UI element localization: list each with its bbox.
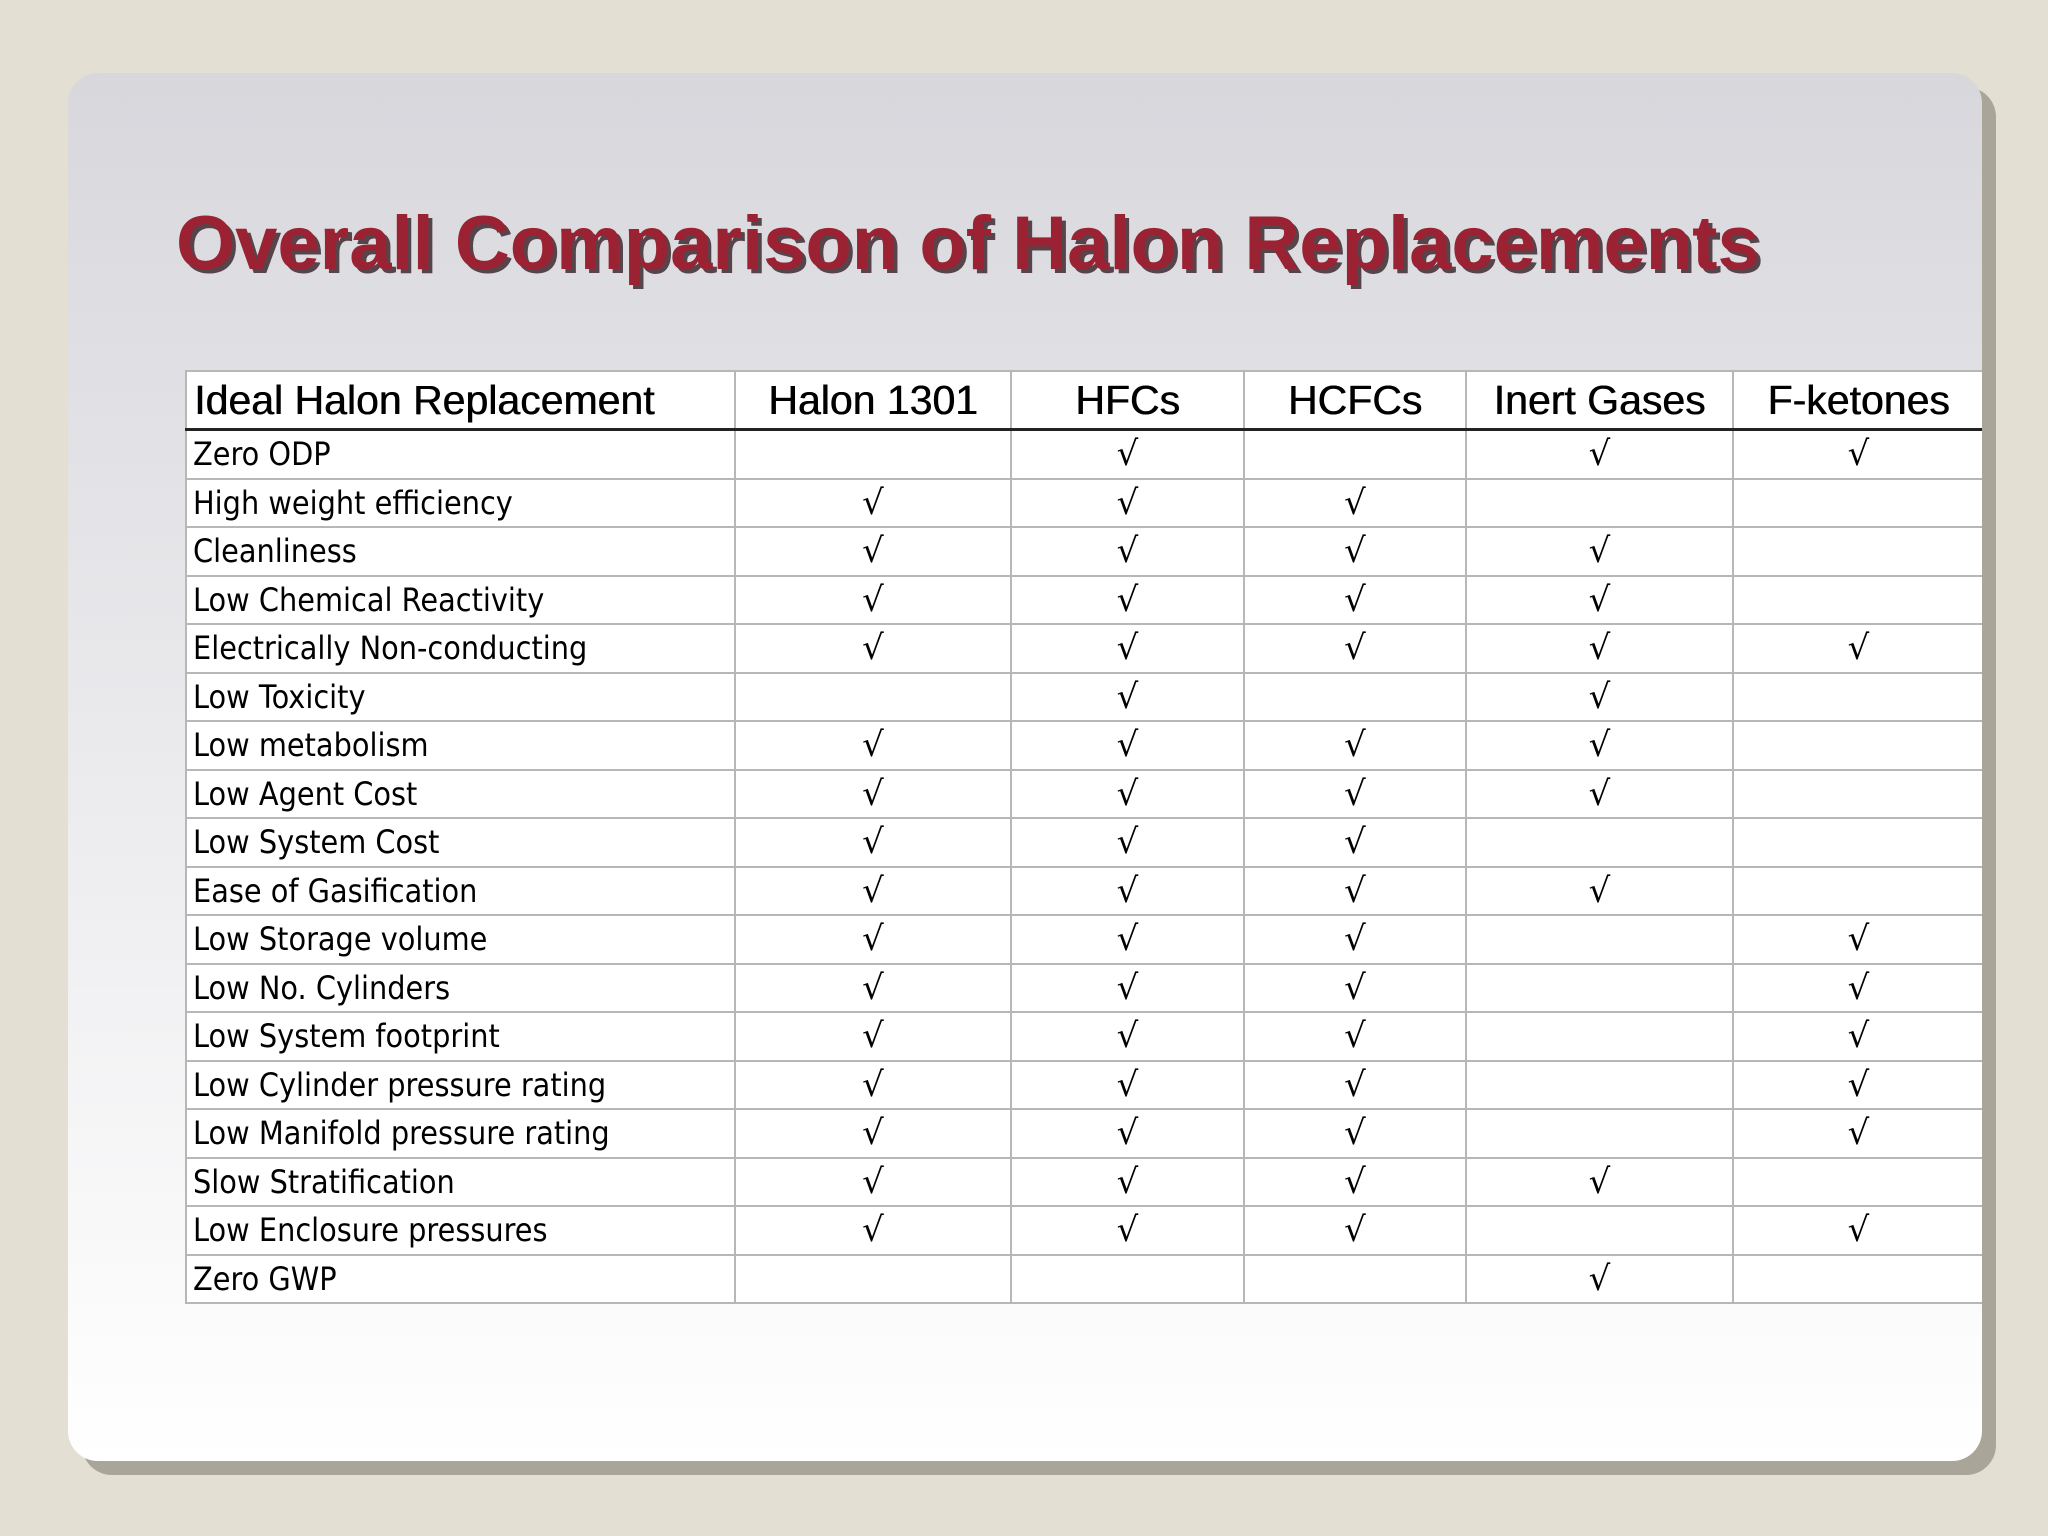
header-hcfcs: HCFCs	[1244, 371, 1466, 430]
check-mark-cell	[1244, 1109, 1466, 1158]
empty-cell	[1466, 964, 1733, 1013]
row-label: Cleanliness	[193, 532, 357, 571]
check-mark-icon: √	[1116, 579, 1139, 620]
row-label-cell	[186, 964, 735, 1013]
check-mark-cell	[735, 721, 1011, 770]
table-row	[186, 430, 1982, 479]
empty-cell	[1466, 915, 1733, 964]
check-mark-icon: √	[1344, 628, 1366, 669]
row-label-cell	[186, 867, 735, 916]
table-row	[186, 527, 1982, 576]
table-row	[186, 673, 1982, 722]
check-mark-cell	[1011, 430, 1244, 479]
check-mark-cell	[1466, 527, 1733, 576]
table-row	[186, 1012, 1982, 1061]
table-row	[186, 576, 1982, 625]
check-mark-icon: √	[862, 1210, 884, 1251]
header-ideal-replacement: Ideal Halon Replacement	[186, 371, 735, 430]
row-label-cell	[186, 818, 735, 867]
row-label: Electrically Non-conducting	[193, 629, 588, 668]
empty-cell	[1244, 673, 1466, 722]
check-mark-icon: √	[1116, 628, 1139, 669]
check-mark-icon: √	[862, 1113, 884, 1154]
check-mark-icon: √	[1588, 1258, 1611, 1299]
check-mark-cell	[1244, 721, 1466, 770]
row-label-cell	[186, 1061, 735, 1110]
check-mark-cell	[1466, 1158, 1733, 1207]
check-mark-cell	[1733, 964, 1982, 1013]
check-mark-cell	[1244, 964, 1466, 1013]
check-mark-cell	[1011, 479, 1244, 528]
check-mark-cell	[735, 479, 1011, 528]
check-mark-icon: √	[1344, 1016, 1366, 1057]
row-label-cell	[186, 721, 735, 770]
row-label-cell	[186, 1255, 735, 1304]
check-mark-cell	[1733, 1061, 1982, 1110]
check-mark-cell	[1466, 624, 1733, 673]
check-mark-icon: √	[1344, 870, 1366, 911]
check-mark-cell	[1244, 479, 1466, 528]
check-mark-cell	[1011, 915, 1244, 964]
row-label-cell	[186, 479, 735, 528]
check-mark-cell	[1466, 1255, 1733, 1304]
check-mark-icon: √	[1344, 579, 1366, 620]
comparison-table	[185, 370, 1982, 1304]
row-label: Slow Stratification	[193, 1162, 455, 1201]
table-row	[186, 964, 1982, 1013]
check-mark-cell	[1011, 721, 1244, 770]
check-mark-cell	[735, 770, 1011, 819]
row-label: Low metabolism	[193, 726, 429, 765]
empty-cell	[1466, 479, 1733, 528]
check-mark-icon: √	[1116, 531, 1139, 572]
check-mark-icon: √	[1344, 1210, 1366, 1251]
check-mark-cell	[735, 915, 1011, 964]
table-row	[186, 1109, 1982, 1158]
check-mark-cell	[1011, 624, 1244, 673]
header-f-ketones: F-ketones	[1733, 371, 1982, 430]
check-mark-icon: √	[1847, 919, 1870, 960]
check-mark-cell	[735, 1206, 1011, 1255]
check-mark-cell	[1011, 770, 1244, 819]
row-label-cell	[186, 1109, 735, 1158]
check-mark-icon: √	[862, 1064, 884, 1105]
check-mark-icon: √	[1588, 531, 1611, 572]
check-mark-cell	[1733, 915, 1982, 964]
check-mark-cell	[1011, 867, 1244, 916]
row-label-cell	[186, 527, 735, 576]
check-mark-icon: √	[1344, 531, 1366, 572]
check-mark-cell	[1011, 1109, 1244, 1158]
check-mark-cell	[1466, 770, 1733, 819]
empty-cell	[735, 673, 1011, 722]
table-row	[186, 770, 1982, 819]
check-mark-icon: √	[1344, 1161, 1366, 1202]
check-mark-cell	[1011, 1012, 1244, 1061]
row-label-cell	[186, 915, 735, 964]
check-mark-cell	[1466, 576, 1733, 625]
check-mark-icon: √	[862, 822, 884, 863]
check-mark-cell	[735, 1012, 1011, 1061]
check-mark-icon: √	[862, 967, 884, 1008]
row-label: Zero GWP	[193, 1259, 337, 1298]
header-hfcs: HFCs	[1011, 371, 1244, 430]
check-mark-icon: √	[1344, 919, 1366, 960]
check-mark-icon: √	[1116, 1210, 1139, 1251]
check-mark-cell	[1244, 576, 1466, 625]
empty-cell	[1733, 1255, 1982, 1304]
table-body	[186, 430, 1982, 1304]
check-mark-icon: √	[862, 1016, 884, 1057]
check-mark-icon: √	[1116, 773, 1139, 814]
table-row	[186, 915, 1982, 964]
check-mark-icon: √	[1588, 1161, 1611, 1202]
row-label: Low System Cost	[193, 823, 440, 862]
check-mark-cell	[1466, 430, 1733, 479]
check-mark-icon: √	[1847, 1016, 1870, 1057]
check-mark-icon: √	[1847, 628, 1870, 669]
table-header-row	[186, 371, 1982, 430]
check-mark-cell	[1244, 1061, 1466, 1110]
check-mark-icon: √	[1116, 1113, 1139, 1154]
slide-title: Overall Comparison of Halon Replacements	[176, 201, 1760, 286]
check-mark-cell	[1011, 1206, 1244, 1255]
check-mark-icon: √	[1116, 822, 1139, 863]
empty-cell	[1733, 527, 1982, 576]
check-mark-icon: √	[1344, 773, 1366, 814]
check-mark-icon: √	[1116, 1064, 1139, 1105]
check-mark-icon: √	[862, 628, 884, 669]
check-mark-icon: √	[1847, 1113, 1870, 1154]
table-row	[186, 867, 1982, 916]
row-label: High weight efficiency	[193, 483, 513, 522]
check-mark-cell	[1244, 624, 1466, 673]
check-mark-icon: √	[862, 1161, 884, 1202]
row-label-cell	[186, 576, 735, 625]
check-mark-icon: √	[1588, 676, 1611, 717]
row-label: Low No. Cylinders	[193, 968, 451, 1007]
check-mark-icon: √	[1588, 725, 1611, 766]
check-mark-cell	[735, 818, 1011, 867]
header-inert-gases: Inert Gases	[1466, 371, 1733, 430]
check-mark-icon: √	[1116, 967, 1139, 1008]
empty-cell	[1011, 1255, 1244, 1304]
check-mark-cell	[1244, 915, 1466, 964]
check-mark-icon: √	[1344, 1113, 1366, 1154]
check-mark-icon: √	[1847, 1064, 1870, 1105]
check-mark-icon: √	[862, 579, 884, 620]
check-mark-icon: √	[1588, 870, 1611, 911]
check-mark-cell	[735, 1061, 1011, 1110]
row-label: Low Manifold pressure rating	[193, 1114, 610, 1153]
check-mark-icon: √	[862, 870, 884, 911]
check-mark-icon: √	[1344, 967, 1366, 1008]
row-label-cell	[186, 430, 735, 479]
check-mark-cell	[1244, 818, 1466, 867]
check-mark-cell	[1466, 867, 1733, 916]
empty-cell	[1733, 479, 1982, 528]
check-mark-cell	[1733, 1206, 1982, 1255]
row-label-cell	[186, 624, 735, 673]
check-mark-cell	[1733, 430, 1982, 479]
check-mark-cell	[1244, 527, 1466, 576]
check-mark-cell	[735, 867, 1011, 916]
check-mark-icon: √	[1116, 870, 1139, 911]
check-mark-icon: √	[1344, 1064, 1366, 1105]
empty-cell	[1733, 770, 1982, 819]
check-mark-cell	[1011, 1158, 1244, 1207]
empty-cell	[1466, 818, 1733, 867]
check-mark-icon: √	[1847, 1210, 1870, 1251]
table-row	[186, 624, 1982, 673]
check-mark-icon: √	[1116, 482, 1139, 523]
check-mark-icon: √	[1116, 1161, 1139, 1202]
check-mark-cell	[1011, 527, 1244, 576]
check-mark-icon: √	[1847, 967, 1870, 1008]
row-label: Low Toxicity	[193, 677, 366, 716]
table-row	[186, 721, 1982, 770]
check-mark-icon: √	[1344, 482, 1366, 523]
empty-cell	[1733, 818, 1982, 867]
check-mark-cell	[1466, 721, 1733, 770]
row-label: Low Storage volume	[193, 920, 488, 959]
table-row	[186, 1255, 1982, 1304]
check-mark-cell	[735, 964, 1011, 1013]
check-mark-cell	[1244, 867, 1466, 916]
comparison-table-wrapper	[185, 370, 1982, 1304]
slide	[68, 73, 1982, 1461]
check-mark-cell	[1244, 1158, 1466, 1207]
check-mark-cell	[735, 1109, 1011, 1158]
check-mark-cell	[1011, 673, 1244, 722]
table-row	[186, 1206, 1982, 1255]
empty-cell	[1466, 1206, 1733, 1255]
empty-cell	[1244, 1255, 1466, 1304]
row-label-cell	[186, 1206, 735, 1255]
check-mark-cell	[735, 576, 1011, 625]
check-mark-icon: √	[1116, 434, 1139, 475]
check-mark-cell	[1733, 1109, 1982, 1158]
empty-cell	[1733, 867, 1982, 916]
check-mark-icon: √	[1588, 579, 1611, 620]
table-row	[186, 818, 1982, 867]
check-mark-cell	[735, 1158, 1011, 1207]
empty-cell	[1733, 1158, 1982, 1207]
check-mark-icon: √	[862, 773, 884, 814]
check-mark-icon: √	[1116, 725, 1139, 766]
check-mark-icon: √	[1116, 676, 1139, 717]
check-mark-icon: √	[1588, 434, 1611, 475]
check-mark-icon: √	[862, 482, 884, 523]
row-label: Low Cylinder pressure rating	[193, 1065, 607, 1104]
row-label: Low Chemical Reactivity	[193, 580, 545, 619]
check-mark-cell	[1011, 818, 1244, 867]
check-mark-icon: √	[862, 725, 884, 766]
empty-cell	[1466, 1012, 1733, 1061]
row-label: Low Enclosure pressures	[193, 1211, 548, 1250]
row-label-cell	[186, 1012, 735, 1061]
table-row	[186, 1158, 1982, 1207]
check-mark-icon: √	[1588, 628, 1611, 669]
check-mark-cell	[1733, 1012, 1982, 1061]
check-mark-cell	[1733, 624, 1982, 673]
row-label: Low System footprint	[193, 1017, 500, 1056]
check-mark-icon: √	[1588, 773, 1611, 814]
empty-cell	[1466, 1061, 1733, 1110]
check-mark-cell	[1011, 576, 1244, 625]
check-mark-icon: √	[1344, 822, 1366, 863]
header-halon-1301: Halon 1301	[735, 371, 1011, 430]
check-mark-cell	[1244, 770, 1466, 819]
check-mark-cell	[1466, 673, 1733, 722]
empty-cell	[1244, 430, 1466, 479]
table-row	[186, 479, 1982, 528]
empty-cell	[1733, 576, 1982, 625]
row-label: Zero ODP	[193, 435, 331, 474]
check-mark-cell	[1011, 964, 1244, 1013]
row-label: Low Agent Cost	[193, 774, 418, 813]
empty-cell	[735, 430, 1011, 479]
row-label-cell	[186, 770, 735, 819]
row-label-cell	[186, 673, 735, 722]
table-row	[186, 1061, 1982, 1110]
check-mark-cell	[1244, 1206, 1466, 1255]
row-label-cell	[186, 1158, 735, 1207]
check-mark-cell	[1244, 1012, 1466, 1061]
empty-cell	[1466, 1109, 1733, 1158]
check-mark-cell	[735, 527, 1011, 576]
empty-cell	[1733, 721, 1982, 770]
check-mark-icon: √	[862, 531, 884, 572]
check-mark-cell	[1011, 1061, 1244, 1110]
check-mark-icon: √	[1847, 434, 1870, 475]
empty-cell	[735, 1255, 1011, 1304]
check-mark-icon: √	[1344, 725, 1366, 766]
check-mark-icon: √	[1116, 919, 1139, 960]
empty-cell	[1733, 673, 1982, 722]
check-mark-cell	[735, 624, 1011, 673]
check-mark-icon: √	[1116, 1016, 1139, 1057]
check-mark-icon: √	[862, 919, 884, 960]
row-label: Ease of Gasification	[193, 871, 478, 910]
